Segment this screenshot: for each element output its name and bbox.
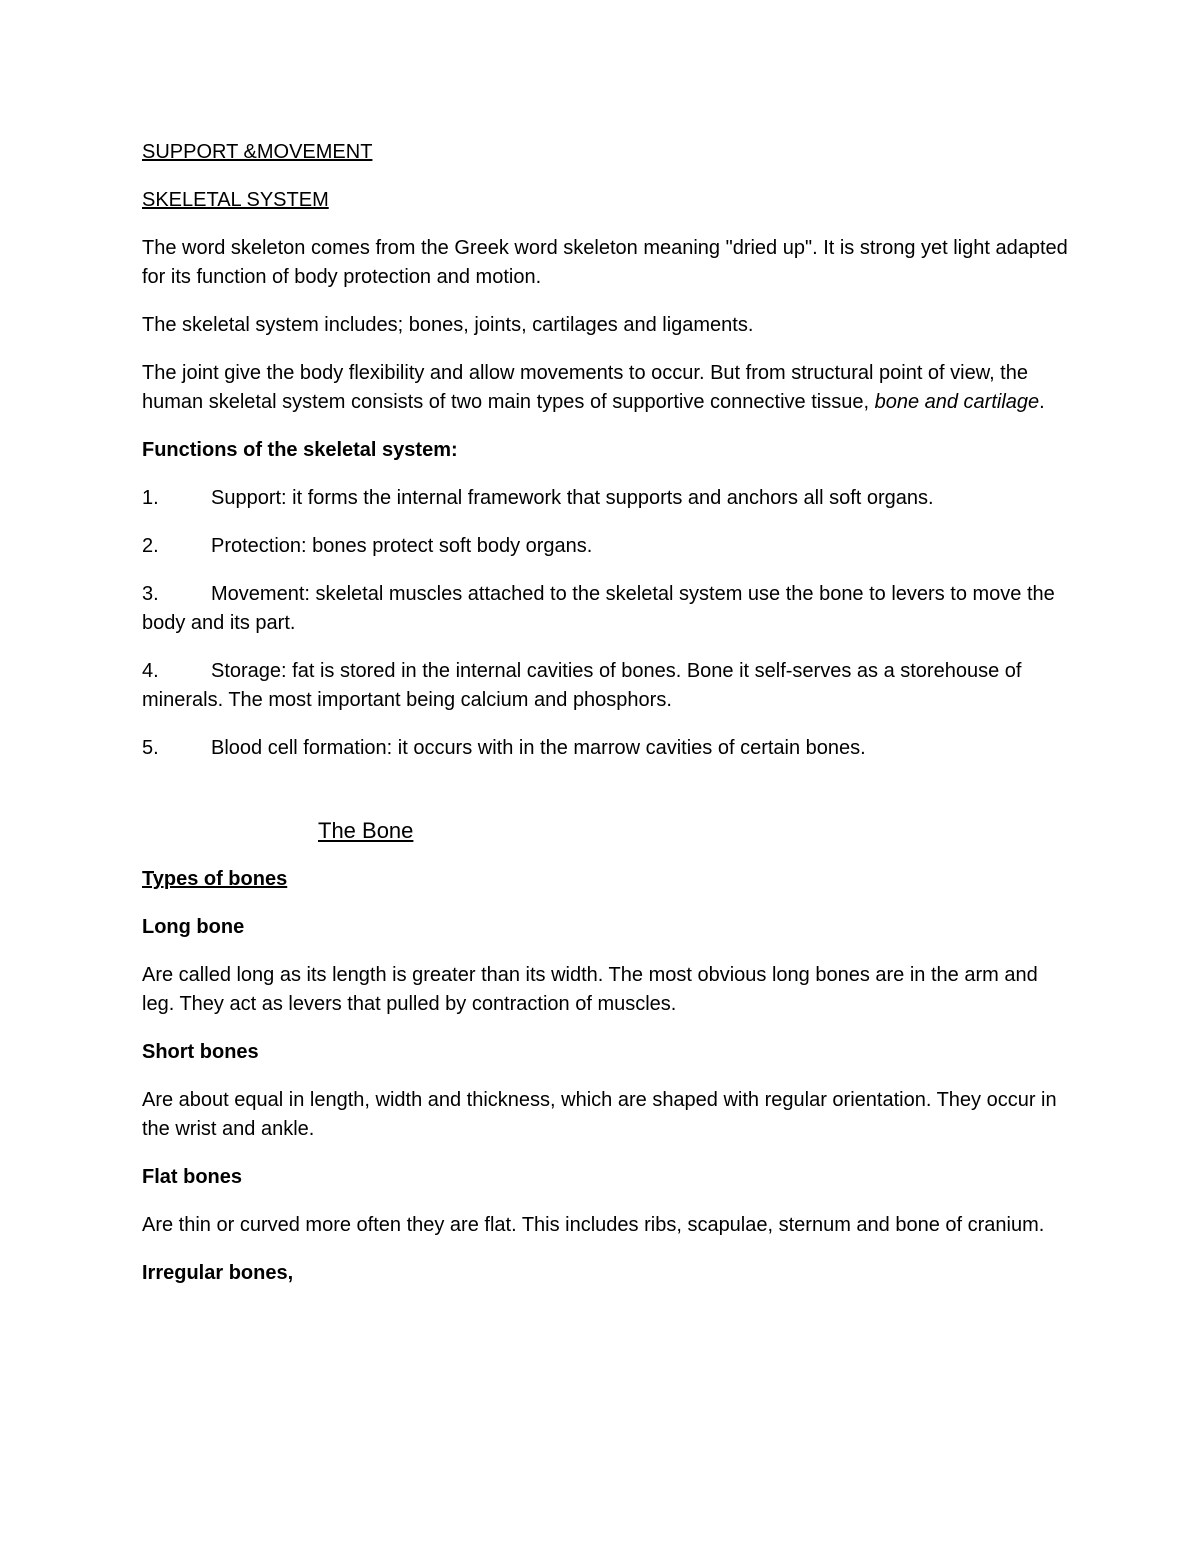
list-text: Support: it forms the internal framework that supports and anchors all soft organs. [211, 487, 934, 509]
long-bone-text: Are called long as its length is greater than its width. The most obvious long bones are in the arm and leg. They act as levers that pulled by contraction of muscles. [142, 964, 1038, 1015]
short-bones-text: Are about equal in length, width and thickness, which are shaped with regular orientation. They occur in the wrist and ankle. [142, 1089, 1057, 1140]
document-page [142, 138, 1072, 1307]
irregular-bones-heading: Irregular bones, [142, 1262, 294, 1284]
list-item [142, 484, 1072, 513]
list-item [142, 657, 1072, 715]
paragraph-joint-italic: bone and cartilage [874, 391, 1040, 413]
list-number: 4. [142, 660, 159, 682]
flat-bones-text: Are thin or curved more often they are flat. This includes ribs, scapulae, sternum and bone of cranium. [142, 1214, 1045, 1236]
types-of-bones-heading: Types of bones [142, 868, 288, 890]
list-number: 2. [142, 535, 159, 557]
paragraph-joint-end: . [1039, 391, 1045, 413]
paragraph-joint-text: The joint give the body flexibility and allow movements to occur. But from structural point of view, the human skeletal system consists of two main types of supportive connective tissue, [142, 362, 1028, 413]
list-text: Blood cell formation: it occurs with in the marrow cavities of certain bones. [211, 737, 866, 759]
list-text: Storage: fat is stored in the internal cavities of bones. Bone it self-serves as a storehouse of minerals. The most important being calcium and phosphors. [142, 660, 1022, 711]
paragraph-joint [142, 359, 1072, 417]
list-text: Movement: skeletal muscles attached to the skeletal system use the bone to levers to move the body and its part. [142, 583, 1055, 634]
paragraph-system-includes: The skeletal system includes; bones, joints, cartilages and ligaments. [142, 314, 754, 336]
paragraph-word-skeleton: The word skeleton comes from the Greek word skeleton meaning "dried up". It is strong yet light adapted for its function of body protection and motion. [142, 237, 1068, 288]
list-text: Protection: bones protect soft body organs. [211, 535, 593, 557]
list-item [142, 734, 1072, 763]
list-item [142, 580, 1072, 638]
heading-support-movement: SUPPORT &MOVEMENT [142, 141, 373, 163]
list-number: 5. [142, 737, 159, 759]
list-number: 1. [142, 487, 159, 509]
short-bones-heading: Short bones [142, 1041, 259, 1063]
heading-skeletal-system: SKELETAL SYSTEM [142, 189, 329, 211]
list-number: 3. [142, 583, 159, 605]
long-bone-heading: Long bone [142, 916, 245, 938]
flat-bones-heading: Flat bones [142, 1166, 243, 1188]
list-item [142, 532, 1072, 561]
functions-heading: Functions of the skeletal system: [142, 439, 458, 461]
section-title-the-bone: The Bone [318, 818, 414, 843]
